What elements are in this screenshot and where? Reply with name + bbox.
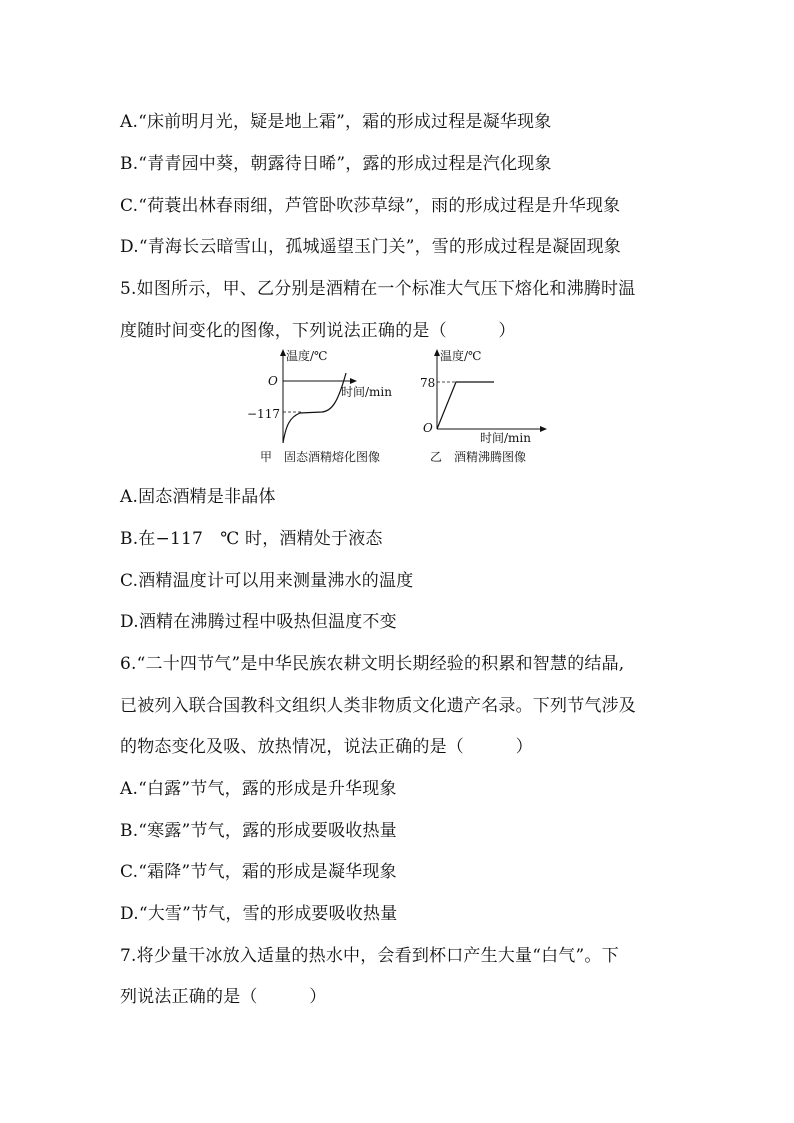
- q6-option-b: B.“寒露”节气，露的形成要吸收热量: [120, 821, 397, 841]
- melting-caption: 甲 固态酒精熔化图像: [260, 450, 381, 464]
- q6-option-a: A.“白露”节气，露的形成是升华现象: [120, 779, 397, 799]
- q5-stem-line2: 度随时间变化的图像，下列说法正确的是（ ）: [120, 321, 516, 341]
- q7-stem-line1: 7.将少量干冰放入适量的热水中，会看到杯口产生大量“白气”。下: [120, 946, 619, 966]
- q5-figure: [240, 347, 560, 469]
- boiling-x-arrow: [540, 426, 547, 432]
- melting-curve: [283, 373, 346, 443]
- q5-option-b: B.在−117 ℃ 时，酒精处于液态: [120, 529, 383, 549]
- boiling-curve: [437, 382, 494, 429]
- q4-option-d: D.“青海长云暗雪山，孤城遥望玉门关”，雪的形成过程是凝固现象: [120, 237, 622, 257]
- q6-option-d: D.“大雪”节气，雪的形成要吸收热量: [120, 904, 398, 924]
- q7-stem-line2: 列说法正确的是（ ）: [120, 987, 327, 1007]
- q6-stem-line1: 6.“二十四节气”是中华民族农耕文明长期经验的积累和智慧的结晶,: [120, 654, 625, 674]
- boiling-xlabel: 时间/min: [480, 431, 531, 445]
- q4-option-b: B.“青青园中葵，朝露待日晞”，露的形成过程是汽化现象: [120, 154, 552, 174]
- q5-option-a: A.固态酒精是非晶体: [120, 487, 276, 507]
- melting-origin: O: [268, 374, 278, 388]
- q6-stem-line2: 已被列入联合国教科文组织人类非物质文化遗产名录。下列节气涉及: [120, 696, 636, 716]
- boiling-ylabel: 温度/℃: [440, 349, 482, 363]
- melting-xlabel: 时间/min: [341, 385, 392, 399]
- melting-x-arrow: [350, 378, 357, 384]
- q6-option-c: C.“霜降”节气，霜的形成是凝华现象: [120, 862, 397, 882]
- boiling-origin: O: [423, 421, 433, 435]
- q5-option-d: D.酒精在沸腾过程中吸热但温度不变: [120, 612, 397, 632]
- q4-option-a: A.“床前明月光，疑是地上霜”，霜的形成过程是凝华现象: [120, 112, 552, 132]
- q5-option-c: C.酒精温度计可以用来测量沸水的温度: [120, 571, 414, 591]
- melting-tick: −117: [247, 407, 280, 421]
- boiling-graph: [420, 348, 547, 464]
- q6-stem-line3: 的物态变化及吸、放热情况，说法正确的是（ ）: [120, 737, 533, 757]
- boiling-tick: 78: [420, 376, 436, 390]
- melting-ylabel: 温度/℃: [286, 349, 328, 363]
- melting-graph: [247, 348, 392, 464]
- boiling-caption: 乙 酒精沸腾图像: [430, 450, 527, 464]
- q4-option-c: C.“荷蓑出林春雨细，芦管卧吹莎草绿”，雨的形成过程是升华现象: [120, 196, 621, 216]
- q5-stem-line1: 5.如图所示，甲、乙分别是酒精在一个标准大气压下熔化和沸腾时温: [120, 279, 636, 299]
- q5-figure-svg: [240, 347, 560, 469]
